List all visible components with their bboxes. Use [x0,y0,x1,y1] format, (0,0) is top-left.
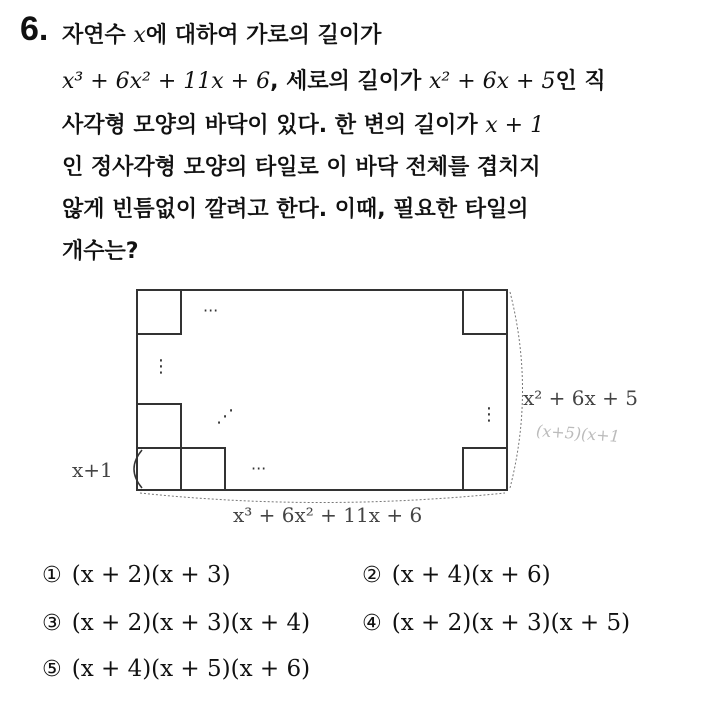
math-variable: x [133,23,146,48]
width-label: x³ + 6x² + 11x + 6 [233,503,423,527]
question-line-6: 개수는? [62,239,139,264]
option-text: (x + 2)(x + 3) [71,562,231,588]
width-brace [140,493,505,503]
height-brace [510,292,523,488]
tile-left-stack [137,404,181,448]
side-label: x+1 [72,458,113,482]
handwritten-note: (x+5)(x+1 [535,421,621,446]
problem-number: 6. [20,10,49,48]
option-text: (x + 4)(x + 6) [391,562,551,588]
tile-top-right [463,290,507,334]
question-text: 자연수 [62,23,134,48]
question-line-5: 않게 빈틈없이 깔려고 한다. 이때, 필요한 타일의 [62,197,529,222]
option-4[interactable] [362,610,630,636]
dots-bottom: ··· [251,459,267,478]
dots-diagonal: ⋰ [216,406,234,427]
tile-top-left [137,290,181,334]
tile-bottom-left [137,448,181,490]
height-expression: x² + 6x + 5 [428,69,556,94]
option-mark: ③ [42,611,62,636]
question-text: 에 대하여 가로의 길이가 [145,23,382,48]
option-5[interactable] [42,656,310,682]
option-mark: ④ [362,611,382,636]
option-text: (x + 4)(x + 5)(x + 6) [71,656,311,682]
tile-bottom-second [181,448,225,490]
option-2[interactable] [362,562,551,588]
question-text: 사각형 모양의 바닥이 있다. 한 변의 길이가 [62,113,486,138]
option-mark: ① [42,563,62,588]
height-label: x² + 6x + 5 [523,386,638,410]
option-text: (x + 2)(x + 3)(x + 4) [71,610,311,636]
dots-left: ⋮ [152,356,170,377]
option-3[interactable] [42,610,310,636]
tile-bottom-right [463,448,507,490]
floor-rectangle [137,290,507,490]
width-expression: x³ + 6x² + 11x + 6 [62,69,271,94]
dots-right: ⋮ [480,404,498,425]
question-text: 인 직 [555,69,606,94]
dots-top: ··· [203,301,219,320]
tile-side-expression: x + 1 [485,113,545,138]
option-mark: ⑤ [42,657,62,682]
question-text: , 세로의 길이가 [270,69,429,94]
option-1[interactable] [42,562,231,588]
option-mark: ② [362,563,382,588]
question-line-4: 인 정사각형 모양의 타일로 이 바닥 전체를 겹치지 [62,155,541,180]
option-text: (x + 2)(x + 3)(x + 5) [391,610,631,636]
